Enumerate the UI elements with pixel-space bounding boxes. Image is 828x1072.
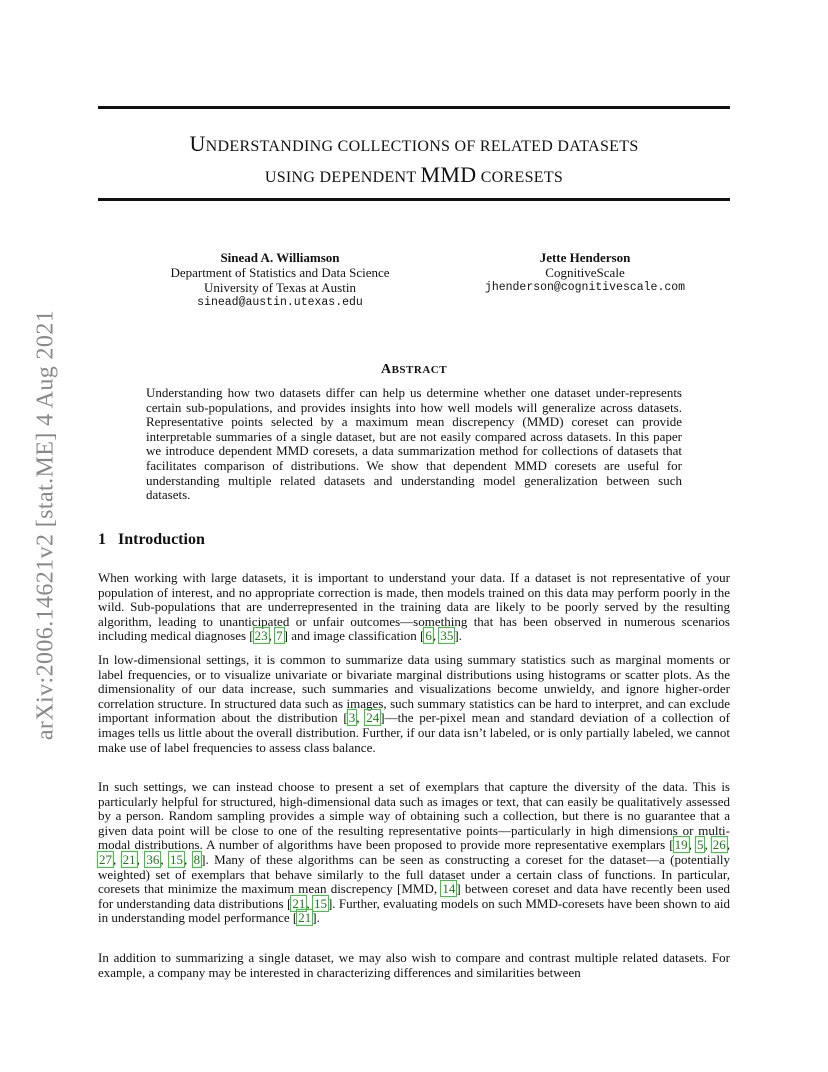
author-affiliation: Department of Statistics and Data Science — [170, 265, 390, 280]
intro-paragraph-4: In addition to summarizing a single dataset, we may also wish to compare and contrast multiple related datasets. For example, a company may be interested in characterizing differences and similarities between — [98, 950, 730, 980]
author-email[interactable]: sinead@austin.utexas.edu — [197, 296, 363, 309]
intro-paragraph-3: In such settings, we can instead choose to present a set of exemplars that capture the diversity of the data. This is particularly helpful for structured, high-dimensional data such as images or text, that can easily be qualitatively assessed by a person. Random sampling provides a simple way of obtaining such a collection, but there is no guarantee that a given data point will be close to one of the resulting representative points—particularly in high dimensions or multi-modal distributions. A number of algorithms have been proposed to provide more representative exemplars [19, 5, 26, 27, 21, 36, 15, 8]. Many of these algorithms can be seen as constructing a coreset for the dataset—a (potentially weighted) set of exemplars that behave similarly to the full dataset under a certain class of functions. In particular, coresets that minimize the maximum mean discrepency [MMD, 14] between coreset and data have recently been used for understanding data distributions [21, 15]. Further, evaluating models on such MMD-coresets have been shown to aid in understanding model performance [21]. — [98, 779, 731, 926]
citation-link[interactable]: 27 — [99, 851, 112, 867]
paper-title — [98, 130, 730, 192]
citation-link[interactable]: 5 — [696, 837, 704, 853]
title-line-1: NDERSTANDING COLLECTIONS OF RELATED DATASETS — [205, 138, 639, 155]
citation-link[interactable]: 8 — [193, 851, 201, 867]
title-line-2a: USING DEPENDENT — [264, 169, 421, 186]
intro-paragraph-1: When working with large datasets, it is important to understand your data. If a dataset is not representative of your population of interest, and no appropriate correction is made, then models trained on this data may perform poorly in the wild. Sub-populations that are underrepresented in the training data are likely to be poorly served by the resulting algorithm, leading to unanticipated or unfair outcomes—something that has been observed in numerous scenarios including medical diagnoses [23, 7] and image classification [6, 35]. — [98, 570, 730, 644]
citation-link[interactable]: 15 — [313, 895, 327, 911]
citation-link[interactable]: 3 — [348, 710, 356, 726]
citation-link[interactable]: 36 — [146, 851, 160, 867]
author-email[interactable]: jhenderson@cognitivescale.com — [484, 281, 686, 294]
author-affiliation: CognitiveScale — [545, 265, 625, 280]
author-name: Jette Henderson — [539, 250, 631, 265]
citation-link[interactable]: 6 — [425, 628, 432, 644]
citation-link[interactable]: 21 — [298, 910, 312, 926]
abstract-heading: ABSTRACT — [380, 362, 448, 377]
citation-link[interactable]: 14 — [442, 881, 456, 897]
title-line-2-mmd: MMD — [420, 162, 477, 187]
citation-link[interactable]: 35 — [440, 628, 454, 644]
citation-link[interactable]: 7 — [276, 628, 283, 644]
abstract-text: Understanding how two datasets differ can help us determine whether one dataset under-represents certain sub-populations, and provides insights into how well models will generalize across datasets. Representative points selected by a maximum mean discrepency (MMD) coreset can provide interpretable summaries of a single dataset, but are not easily compared across datasets. In this paper we introduce dependent MMD coresets, a data summarization method for collections of datasets that facilitates comparison of distributions. We show that dependent MMD coresets are useful for understanding multiple related datasets and understanding model generalization between such datasets. — [146, 385, 682, 503]
citation-link[interactable]: 24 — [366, 710, 380, 726]
title-initial-cap: U — [189, 131, 206, 156]
author-affiliation: University of Texas at Austin — [204, 280, 356, 295]
title-line-2b: CORESETS — [476, 169, 564, 186]
author-block-1 — [140, 250, 420, 310]
citation-link[interactable]: 21 — [122, 851, 136, 867]
author-block-2 — [440, 250, 730, 295]
arxiv-identifier-stamp: arXiv:2006.14621v2 [stat.ME] 4 Aug 2021 — [32, 309, 59, 741]
title-rule-bottom — [98, 198, 730, 201]
title-rule-top — [98, 106, 730, 109]
citation-link[interactable]: 19 — [674, 837, 688, 853]
intro-paragraph-2: In low-dimensional settings, it is common to summarize data using summary statistics such as marginal moments or label frequencies, or to visualize univariate or bivariate marginal distributions using histograms or scatter plots. As the dimensionality of our data increase, such summaries and visualizations become unwieldy, and ignore higher-order correlation structure. In structured data such as images, such summary statistics can be hard to interpret, and can exclude important information about the distribution [3, 24]—the per-pixel mean and standard deviation of a collection of images tells us little about the overall distribution. Further, if our data isn’t labeled, or is only partially labeled, we cannot make use of label frequencies to assess class balance. — [98, 652, 731, 755]
citation-link[interactable]: 15 — [169, 851, 183, 867]
author-name: Sinead A. Williamson — [220, 250, 340, 265]
section-title: Introduction — [118, 531, 205, 548]
section-heading-introduction — [98, 531, 205, 549]
citation-link[interactable]: 23 — [254, 628, 268, 644]
section-number: 1 — [98, 531, 106, 548]
citation-link[interactable]: 26 — [712, 837, 726, 853]
citation-link[interactable]: 21 — [292, 895, 306, 911]
